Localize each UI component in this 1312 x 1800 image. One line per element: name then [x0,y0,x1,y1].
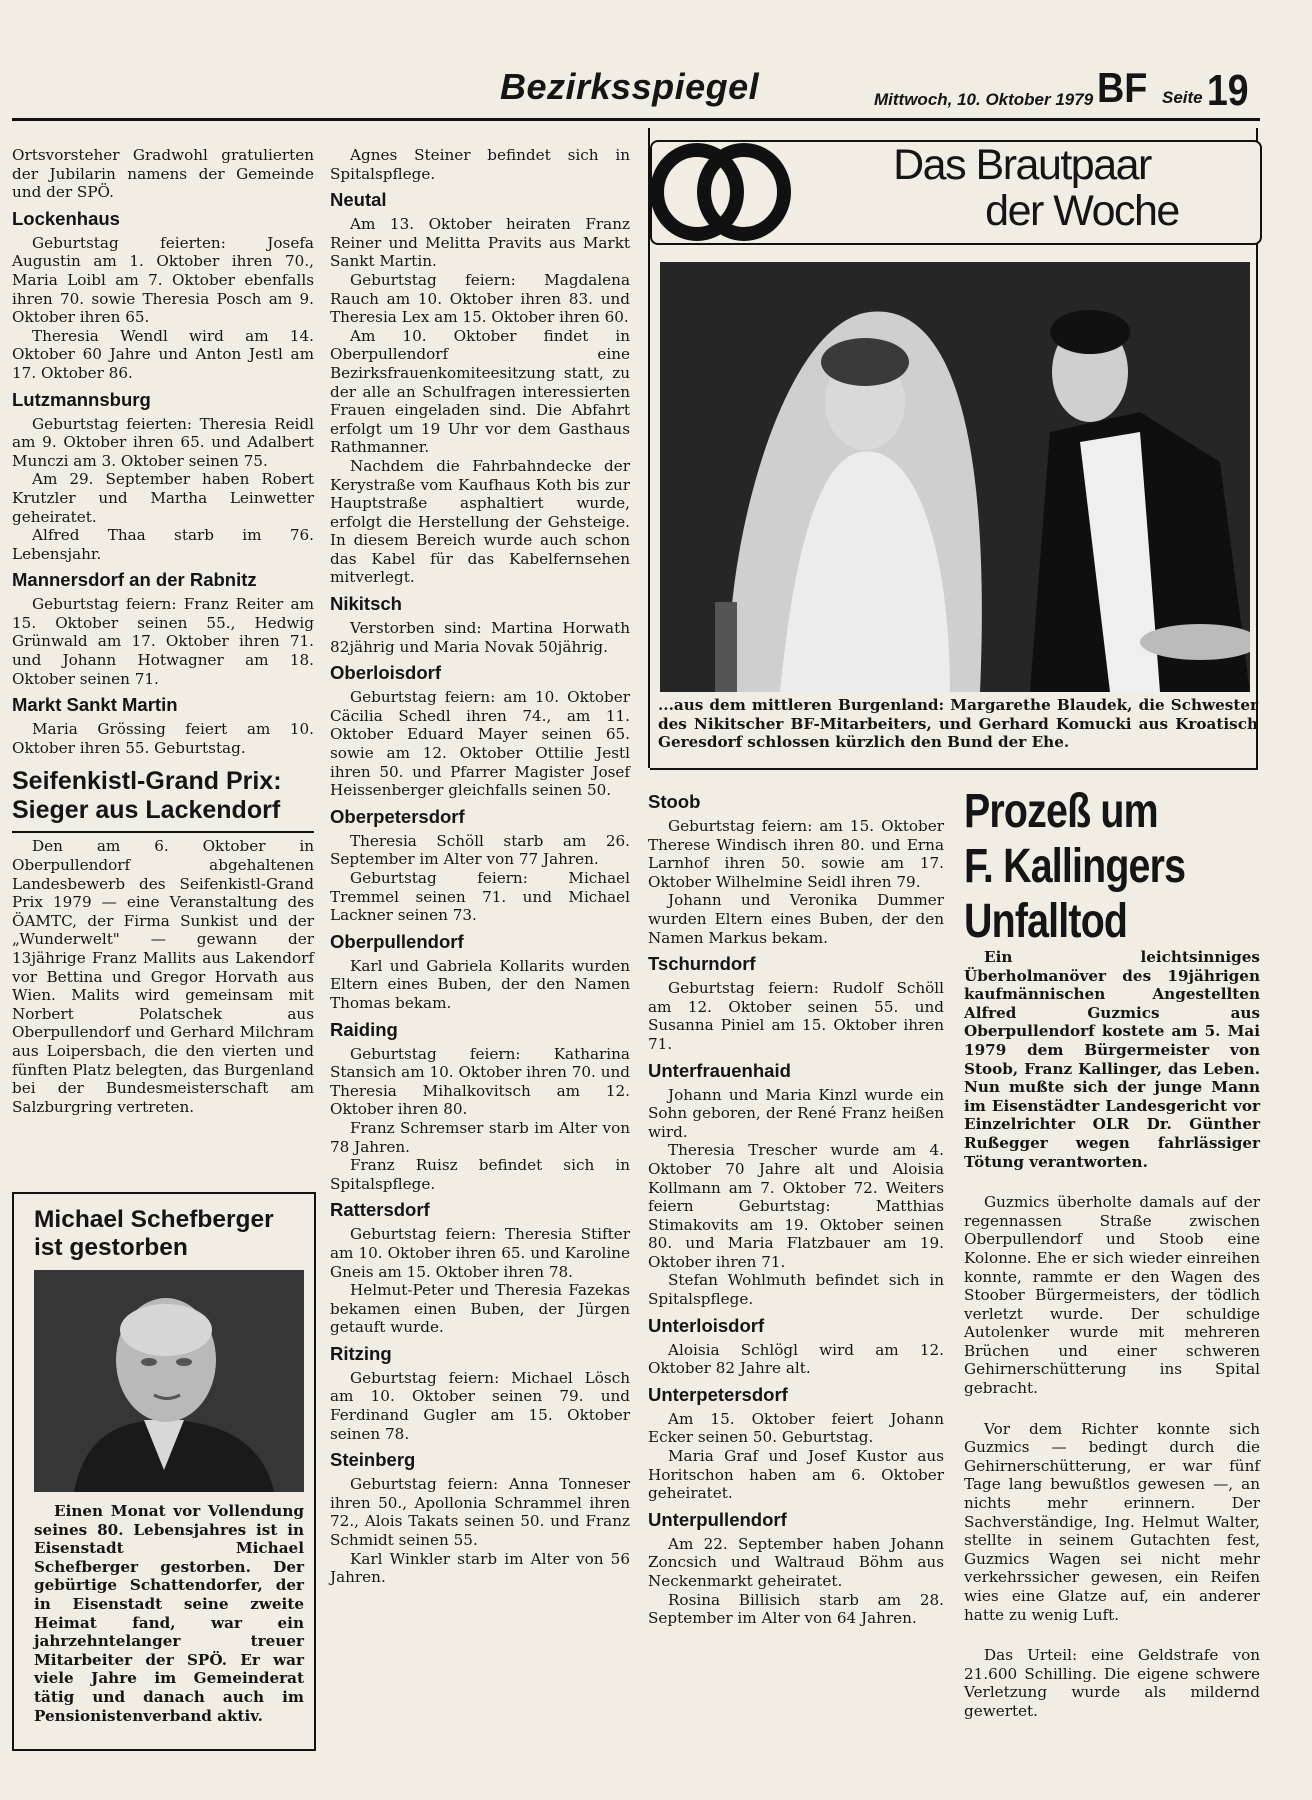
article-text: Am 10. Oktober findet in Oberpullendorf eine Bezirksfrauenkomiteesitzung statt, zu der alle an Schulfragen interessierten Frauen eingeladen sind. Die Abfahrt erfolgt um 19 Uhr vor dem Gasthaus Rathmanner. [330,326,630,457]
article-lead: Ein leichtsinniges Überholmanöver des 19jährigen kaufmännischen Angestellten Alfred Guzmics aus Oberpullendorf kostete am 5. Mai 1979 dem Bürgermeister von Stoob, Franz Kallinger, das Leben. Nun mußte sich der junge Mann im Eisenstädter Landesgericht vor Einzelrichter OLR Dr. Günther Rußegger wegen fahrlässiger Tötung verantworten. [964,948,1260,1171]
article-text: Nachdem die Fahrbahndecke der Kerystraße vom Kaufhaus Koth bis zur Hauptstraße asphaltiert wurde, erfolgt die Herstellung der Gehsteige. In diesem Bereich wurde auch schon das Kabel für das Kabelfernsehen mitverlegt. [330,456,630,587]
article-text: Geburtstag feiern: Michael Lösch am 10. Oktober seinen 79. und Ferdinand Gugler am 15. Oktober seinen 78. [330,1368,630,1443]
headline-line-2: F. Kallingers [964,840,1186,893]
article-text: Agnes Steiner befindet sich in Spitalspflege. [330,146,630,183]
obituary-box [12,1192,316,1751]
local-heading: Oberpullendorf [330,930,464,952]
article-text: Geburtstag feiern: Rudolf Schöll am 12. Oktober seinen 55. und Susanna Piniel am 15. Oktober ihren 71. [648,979,944,1053]
article-text: Aloisia Schlögl wird am 12. Oktober 82 Jahre alt. [648,1340,944,1378]
masthead-divider [12,118,1260,121]
local-heading: Stoob [648,791,701,812]
article-text: Helmut-Peter und Theresia Fazekas bekamen einen Buben, der Jürgen getauft wurde. [330,1281,630,1337]
column-1 [12,146,314,1116]
article-text: Am 29. September haben Robert Krutzler und Martha Leinwetter geheiratet. [12,470,314,526]
newspaper-logo: BF [1097,64,1148,111]
article-text: Theresia Schöll starb am 26. September im Alter von 77 Jahren. [330,831,630,869]
local-heading: Tschurndorf [648,953,756,975]
obituary-title: Michael Schefberger ist gestorben [34,1206,274,1261]
article-text: Johann und Veronika Dummer wurden Eltern eines Buben, der den Namen Markus bekam. [648,891,944,947]
article-text: Maria Graf und Josef Kustor aus Horitschon haben am 6. Oktober geheiratet. [648,1447,944,1503]
article-text: Das Urteil: eine Geldstrafe von 21.600 Schilling. Die eigene schwere Verletzung wurde als mildernd gewertet. [964,1646,1260,1720]
section-title: Bezirksspiegel [500,66,760,107]
article-text: Am 13. Oktober heiraten Franz Reiner und Melitta Pravits aus Markt Sankt Martin. [330,215,630,271]
local-heading: Markt Sankt Martin [12,694,178,716]
feature-title-line-2: der Woche [985,187,1179,235]
local-heading: Mannersdorf an der Rabnitz [12,569,257,591]
local-heading: Ritzing [330,1342,392,1364]
article-text: Karl Winkler starb im Alter von 56 Jahren. [330,1549,630,1587]
headline-line-3: Unfalltod [964,895,1128,948]
local-heading: Steinberg [330,1449,416,1471]
obituary-caption: Einen Monat vor Vollendung seines 80. Lebensjahres ist in Eisenstadt Michael Schefberger gestorben. Der gebürtige Schattendorfer, der in Eisenstadt seine zweite Heimat fand, war ein jahrzehntelanger treuer Mitarbeiter der SPÖ. Er war viele Jahre im Gemeinderat tätig und danach auch im Pensionistenverband aktiv. [34,1502,304,1725]
article-text: Geburtstag feiern: Michael Tremmel seinen 71. und Michael Lackner seinen 73. [330,869,630,925]
local-heading: Unterpetersdorf [648,1383,788,1405]
local-heading: Oberloisdorf [330,662,442,684]
wedding-photo [660,262,1250,692]
article-text: Geburtstag feiern: am 15. Oktober Therese Windisch ihren 80. und Erna Larnhof ihren 50. sowie am 17. Oktober Wilhelmine Seidl ihren 79. [648,817,944,891]
page-label: Seite [1162,88,1203,107]
column-2 [330,146,630,1587]
local-heading: Lockenhaus [12,207,120,229]
local-heading: Unterfrauenhaid [648,1059,791,1081]
local-heading: Unterpullendorf [648,1508,787,1530]
column-4 [964,948,1260,1721]
article-text: Stefan Wohlmuth befindet sich in Spitalspflege. [648,1271,944,1309]
article-headline: Seifenkistl-Grand Prix: Sieger aus Lackendorf [12,767,314,833]
local-heading: Oberpetersdorf [330,805,465,827]
issue-date: Mittwoch, 10. Oktober 1979 [874,90,1094,109]
local-heading: Neutal [330,189,387,211]
article-text: Ortsvorsteher Gradwohl gratulierten der Jubilarin namens der Gemeinde und der SPÖ. [12,146,314,202]
article-text: Am 15. Oktober feiert Johann Ecker seinen 50. Geburtstag. [648,1409,944,1447]
article-text: Geburtstag feiern: Theresia Stifter am 10. Oktober ihren 65. und Karoline Gneis am 15. Oktober ihren 78. [330,1225,630,1281]
article-text: Den am 6. Oktober in Oberpullendorf abgehaltenen Landesbewerb des Seifenkistl-Grand Prix 1979 — eine Veranstaltung des ÖAMTC, der Firma Sunkist und der „Wunderwelt" — gewann der 13jährige Franz Mallits aus Lakendorf vor Bettina und Gregor Horvath aus Wien. Malits wird gemeinsam mit Norbert Polatschek aus Oberpullendorf und Gerhard Milchram aus Loipersbach, die den vierten und fünften Platz belegten, das Burgenland bei der Bundesmeisterschaft am Salzburgring vertreten. [12,837,314,1116]
article-text: Geburtstag feiern: Katharina Stansich am 10. Oktober ihren 70. und Theresia Mihalkovitsch am 12. Oktober ihren 80. [330,1044,630,1119]
article-text: Verstorben sind: Martina Horwath 82jährig und Maria Novak 50jährig. [330,619,630,656]
feature-title [802,142,1242,234]
article-text: Rosina Billisich starb am 28. September im Alter von 64 Jahren. [648,1590,944,1628]
photo-caption: ...aus dem mittleren Burgenland: Margarethe Blaudek, die Schwester des Nikitscher BF-Mitarbeiters, und Gerhard Komucki aus Kroatisch Geresdorf schlossen kürzlich den Bund der Ehe. [658,696,1258,752]
article-text: Geburtstag feiern: Magdalena Rauch am 10. Oktober ihren 83. und Theresia Lex am 15. Oktober ihren 60. [330,270,630,327]
article-headline [964,784,1210,949]
article-text: Johann und Maria Kinzl wurde ein Sohn geboren, der René Franz heißen wird. [648,1085,944,1141]
wedding-rings-icon [642,134,802,244]
article-text: Geburtstag feiern: am 10. Oktober Cäcilia Schedl ihren 74., am 11. Oktober Eduard Mayer seinen 65. sowie am 12. Oktober Ottilie Jestl ihren 50. und Pfarrer Magister Josef Heissenberger gleichfalls seinen 50. [330,688,630,800]
article-text: Geburtstag feiern: Anna Tonneser ihren 50., Apollonia Schrammel ihren 72., Alois Takats seinen 50. und Franz Schmidt seinen 55. [330,1475,630,1550]
column-3 [648,785,944,1628]
article-text: Karl und Gabriela Kollarits wurden Eltern eines Buben, der den Namen Thomas bekam. [330,956,630,1012]
article-text: Franz Ruisz befindet sich in Spitalspflege. [330,1156,630,1193]
article-text: Am 22. September haben Johann Zoncsich und Waltraud Böhm aus Neckenmarkt geheiratet. [648,1534,944,1590]
feature-header-box [650,140,1262,245]
local-heading: Nikitsch [330,593,402,615]
feature-divider [650,768,1258,770]
article-text: Theresia Wendl wird am 14. Oktober 60 Jahre und Anton Jestl am 17. Oktober 86. [12,326,314,382]
article-text: Geburtstag feierten: Theresia Reidl am 9. Oktober ihren 65. und Adalbert Munczi am 3. Oktober seinen 75. [12,414,314,470]
article-text: Theresia Trescher wurde am 4. Oktober 70 Jahre alt und Aloisia Kollmann am 7. Oktober 72. Weiters feiern Geburtstag: Matthias Stimakovits am 19. Oktober seinen 80. und Maria Flatzbauer am 19. Oktober ihren 71. [648,1141,944,1271]
article-text: Geburtstag feiern: Franz Reiter am 15. Oktober seinen 55., Hedwig Grünwald am 17. Oktober ihren 71. und Johann Hotwagner am 18. Oktober seinen 71. [12,595,314,688]
article-text: Vor dem Richter konnte sich Guzmics — bedingt durch die Gehirnerschütterung, er war fünf Tage lang bewußtlos gewesen —, an nichts mehr erinnern. Der Sachverständige, Ing. Helmut Walter, stellte in seinem Gutachten fest, Guzmics Wagen sei nicht mehr verkehrssicher gewesen, ein Reifen wies eine Glatze auf, ein anderer hatte zu wenig Luft. [964,1419,1260,1624]
local-heading: Rattersdorf [330,1199,430,1221]
headline-line-1: Prozeß um [964,785,1158,838]
local-heading: Unterloisdorf [648,1314,765,1336]
portrait-photo [34,1270,304,1492]
page-number: 19 [1207,66,1249,115]
article-text: Franz Schremser starb im Alter von 78 Jahren. [330,1118,630,1156]
article-text: Geburtstag feierten: Josefa Augustin am 1. Oktober ihren 70., Maria Loibl am 7. Oktober ebenfalls ihren 70. sowie Theresia Posch am 9. Oktober ihren 65. [12,233,314,327]
feature-title-line-1: Das Brautpaar [893,141,1151,189]
article-text: Maria Grössing feiert am 10. Oktober ihren 55. Geburtstag. [12,720,314,757]
local-heading: Lutzmannsburg [12,388,151,410]
article-text: Alfred Thaa starb im 76. Lebensjahr. [12,526,314,563]
article-text: Guzmics überholte damals auf der regennassen Straße zwischen Oberpullendorf und Stoob eine Kolonne. Ehe er sich wieder einreihen konnte, rammte er den Wagen des Stoober Bürgermeisters, der tödlich verletzt wurde. Der schuldige Autolenker wurde mit mehreren Brüchen und einer schweren Gehirnerschütterung ins Spital gebracht. [964,1193,1260,1398]
local-heading: Raiding [330,1018,398,1040]
